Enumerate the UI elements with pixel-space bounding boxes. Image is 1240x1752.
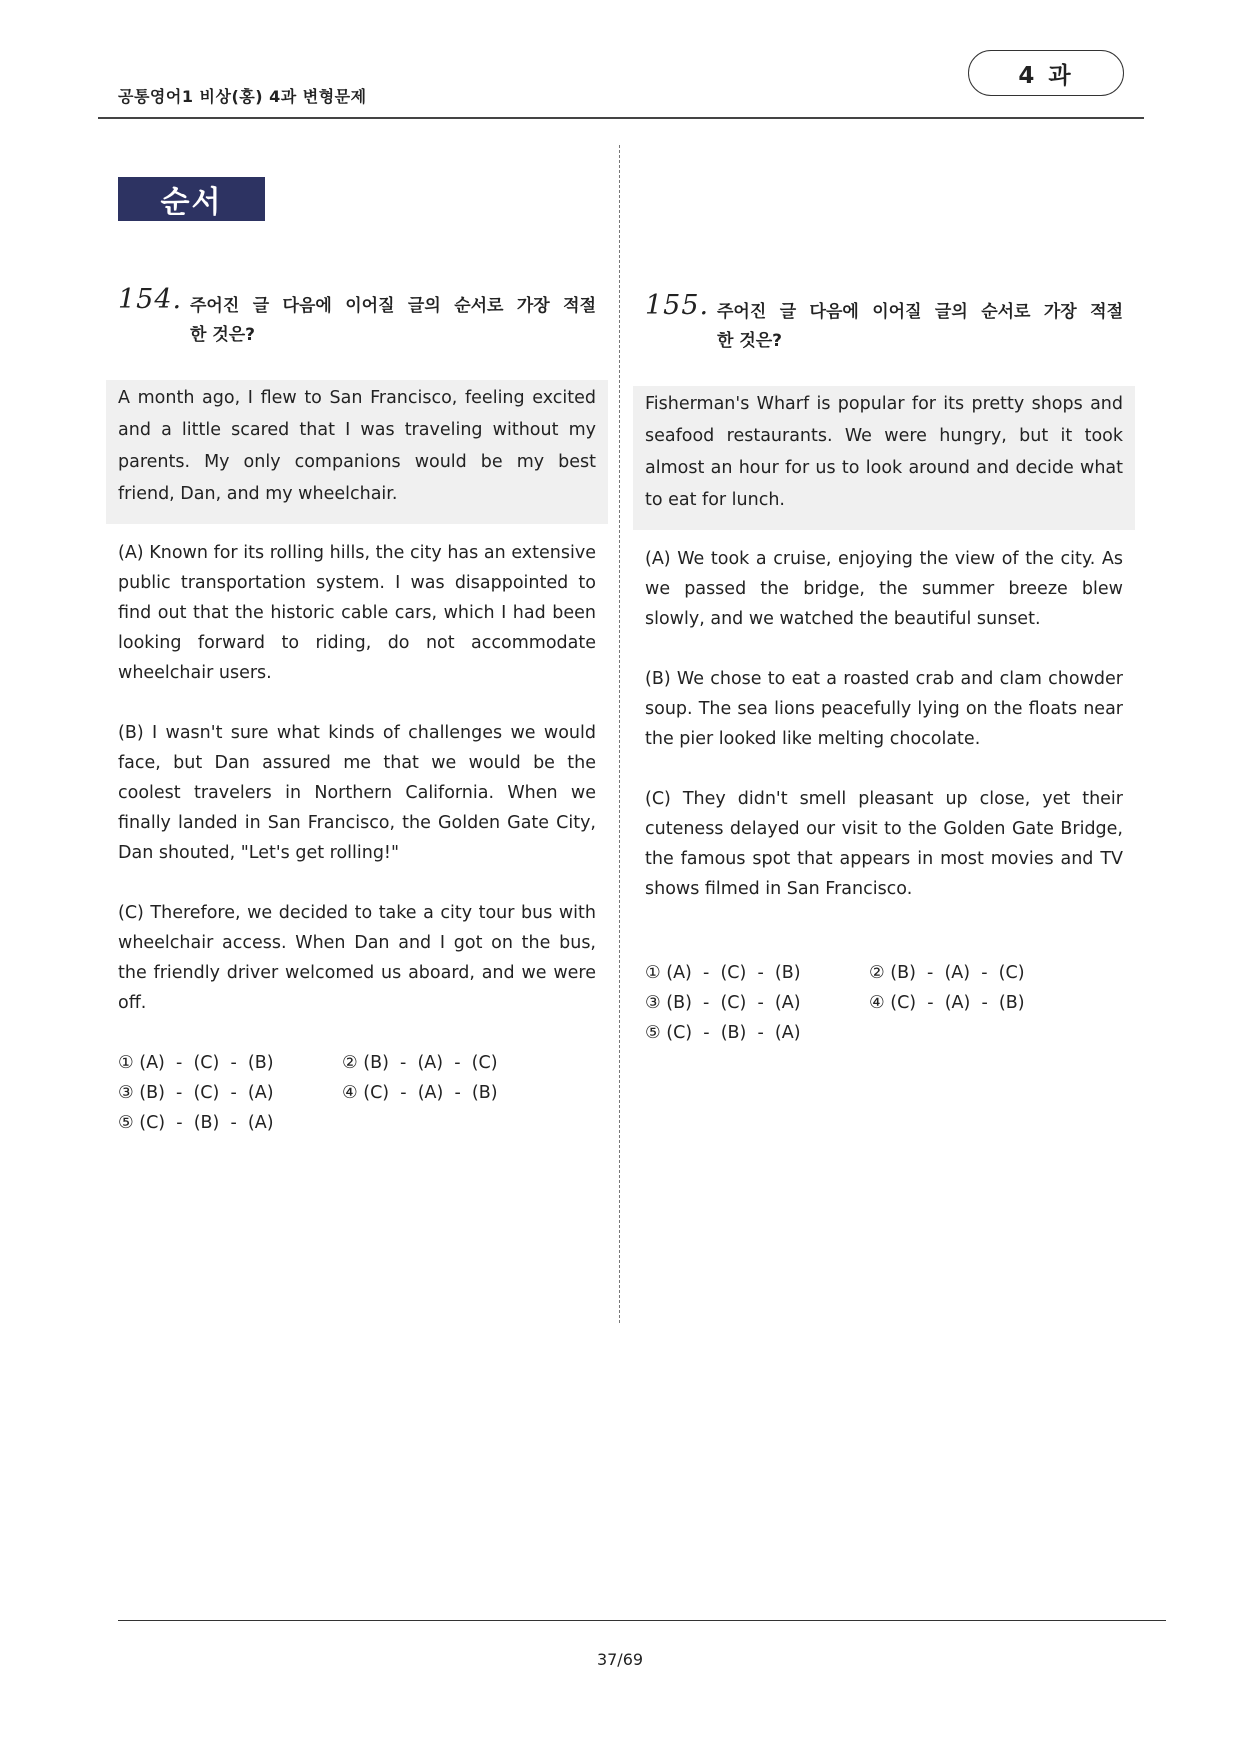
given-passage: A month ago, I flew to San Francisco, feeling excited and a little scared that I was traveling without my parents. My only companions would be my best friend, Dan, and my wheelchair. bbox=[106, 380, 608, 524]
answer-options bbox=[645, 958, 1123, 1048]
question-prompt-line1: 주어진 글 다음에 이어질 글의 순서로 가장 적절 bbox=[190, 296, 596, 316]
option-3[interactable]: ③ (B) - (C) - (A) bbox=[118, 1083, 274, 1103]
paragraph-a: (A) Known for its rolling hills, the city has an extensive public transportation system. I was disappointed to find out that the historic cable cars, which I had been looking forward to riding, do not accommodate wheelchair users. bbox=[118, 543, 596, 683]
question-prompt-line2: 한 것은? bbox=[717, 331, 783, 351]
question-header bbox=[645, 290, 1123, 356]
option-1[interactable]: ① (A) - (C) - (B) bbox=[118, 1053, 274, 1073]
paragraph-c: (C) They didn't smell pleasant up close, yet their cuteness delayed our visit to the Golden Gate Bridge, the famous spot that appears in most movies and TV shows filmed in San Francisco. bbox=[645, 789, 1123, 899]
answer-options bbox=[118, 1048, 596, 1138]
option-2[interactable]: ② (B) - (A) - (C) bbox=[869, 963, 1025, 983]
footer-rule bbox=[118, 1620, 1166, 1621]
page-number: 37/69 bbox=[596, 1650, 644, 1669]
document-header-title: 공통영어1 비상(홍) 4과 변형문제 bbox=[118, 87, 367, 106]
option-5[interactable]: ⑤ (C) - (B) - (A) bbox=[118, 1113, 274, 1133]
option-4[interactable]: ④ (C) - (A) - (B) bbox=[869, 993, 1025, 1013]
option-5[interactable]: ⑤ (C) - (B) - (A) bbox=[645, 1023, 801, 1043]
option-1[interactable]: ① (A) - (C) - (B) bbox=[645, 963, 801, 983]
option-3[interactable]: ③ (B) - (C) - (A) bbox=[645, 993, 801, 1013]
given-passage: Fisherman's Wharf is popular for its pretty shops and seafood restaurants. We were hungry, but it took almost an hour for us to look around and decide what to eat for lunch. bbox=[633, 386, 1135, 530]
section-tag: 순서 bbox=[118, 177, 265, 221]
header-rule bbox=[98, 117, 1144, 119]
question-154 bbox=[118, 284, 596, 1138]
option-4[interactable]: ④ (C) - (A) - (B) bbox=[342, 1083, 498, 1103]
question-155 bbox=[645, 290, 1123, 1048]
paragraph-b: (B) We chose to eat a roasted crab and clam chowder soup. The sea lions peacefully lying on the floats near the pier looked like melting chocolate. bbox=[645, 669, 1123, 749]
question-header bbox=[118, 284, 596, 350]
question-number: 154. bbox=[118, 284, 183, 315]
question-prompt-line1: 주어진 글 다음에 이어질 글의 순서로 가장 적절 bbox=[717, 302, 1123, 322]
lesson-badge: 4 과 bbox=[968, 50, 1124, 96]
question-number: 155. bbox=[645, 290, 710, 321]
paragraph-b: (B) I wasn't sure what kinds of challenges we would face, but Dan assured me that we would be the coolest travelers in Northern California. When we finally landed in San Francisco, the Golden Gate City, Dan shouted, "Let's get rolling!" bbox=[118, 723, 596, 863]
question-prompt-line2: 한 것은? bbox=[190, 325, 256, 345]
paragraph-a: (A) We took a cruise, enjoying the view of the city. As we passed the bridge, the summer breeze blew slowly, and we watched the beautiful sunset. bbox=[645, 549, 1123, 629]
paragraph-c: (C) Therefore, we decided to take a city tour bus with wheelchair access. When Dan and I got on the bus, the friendly driver welcomed us aboard, and we were off. bbox=[118, 903, 596, 1013]
option-2[interactable]: ② (B) - (A) - (C) bbox=[342, 1053, 498, 1073]
column-divider bbox=[619, 145, 620, 1323]
